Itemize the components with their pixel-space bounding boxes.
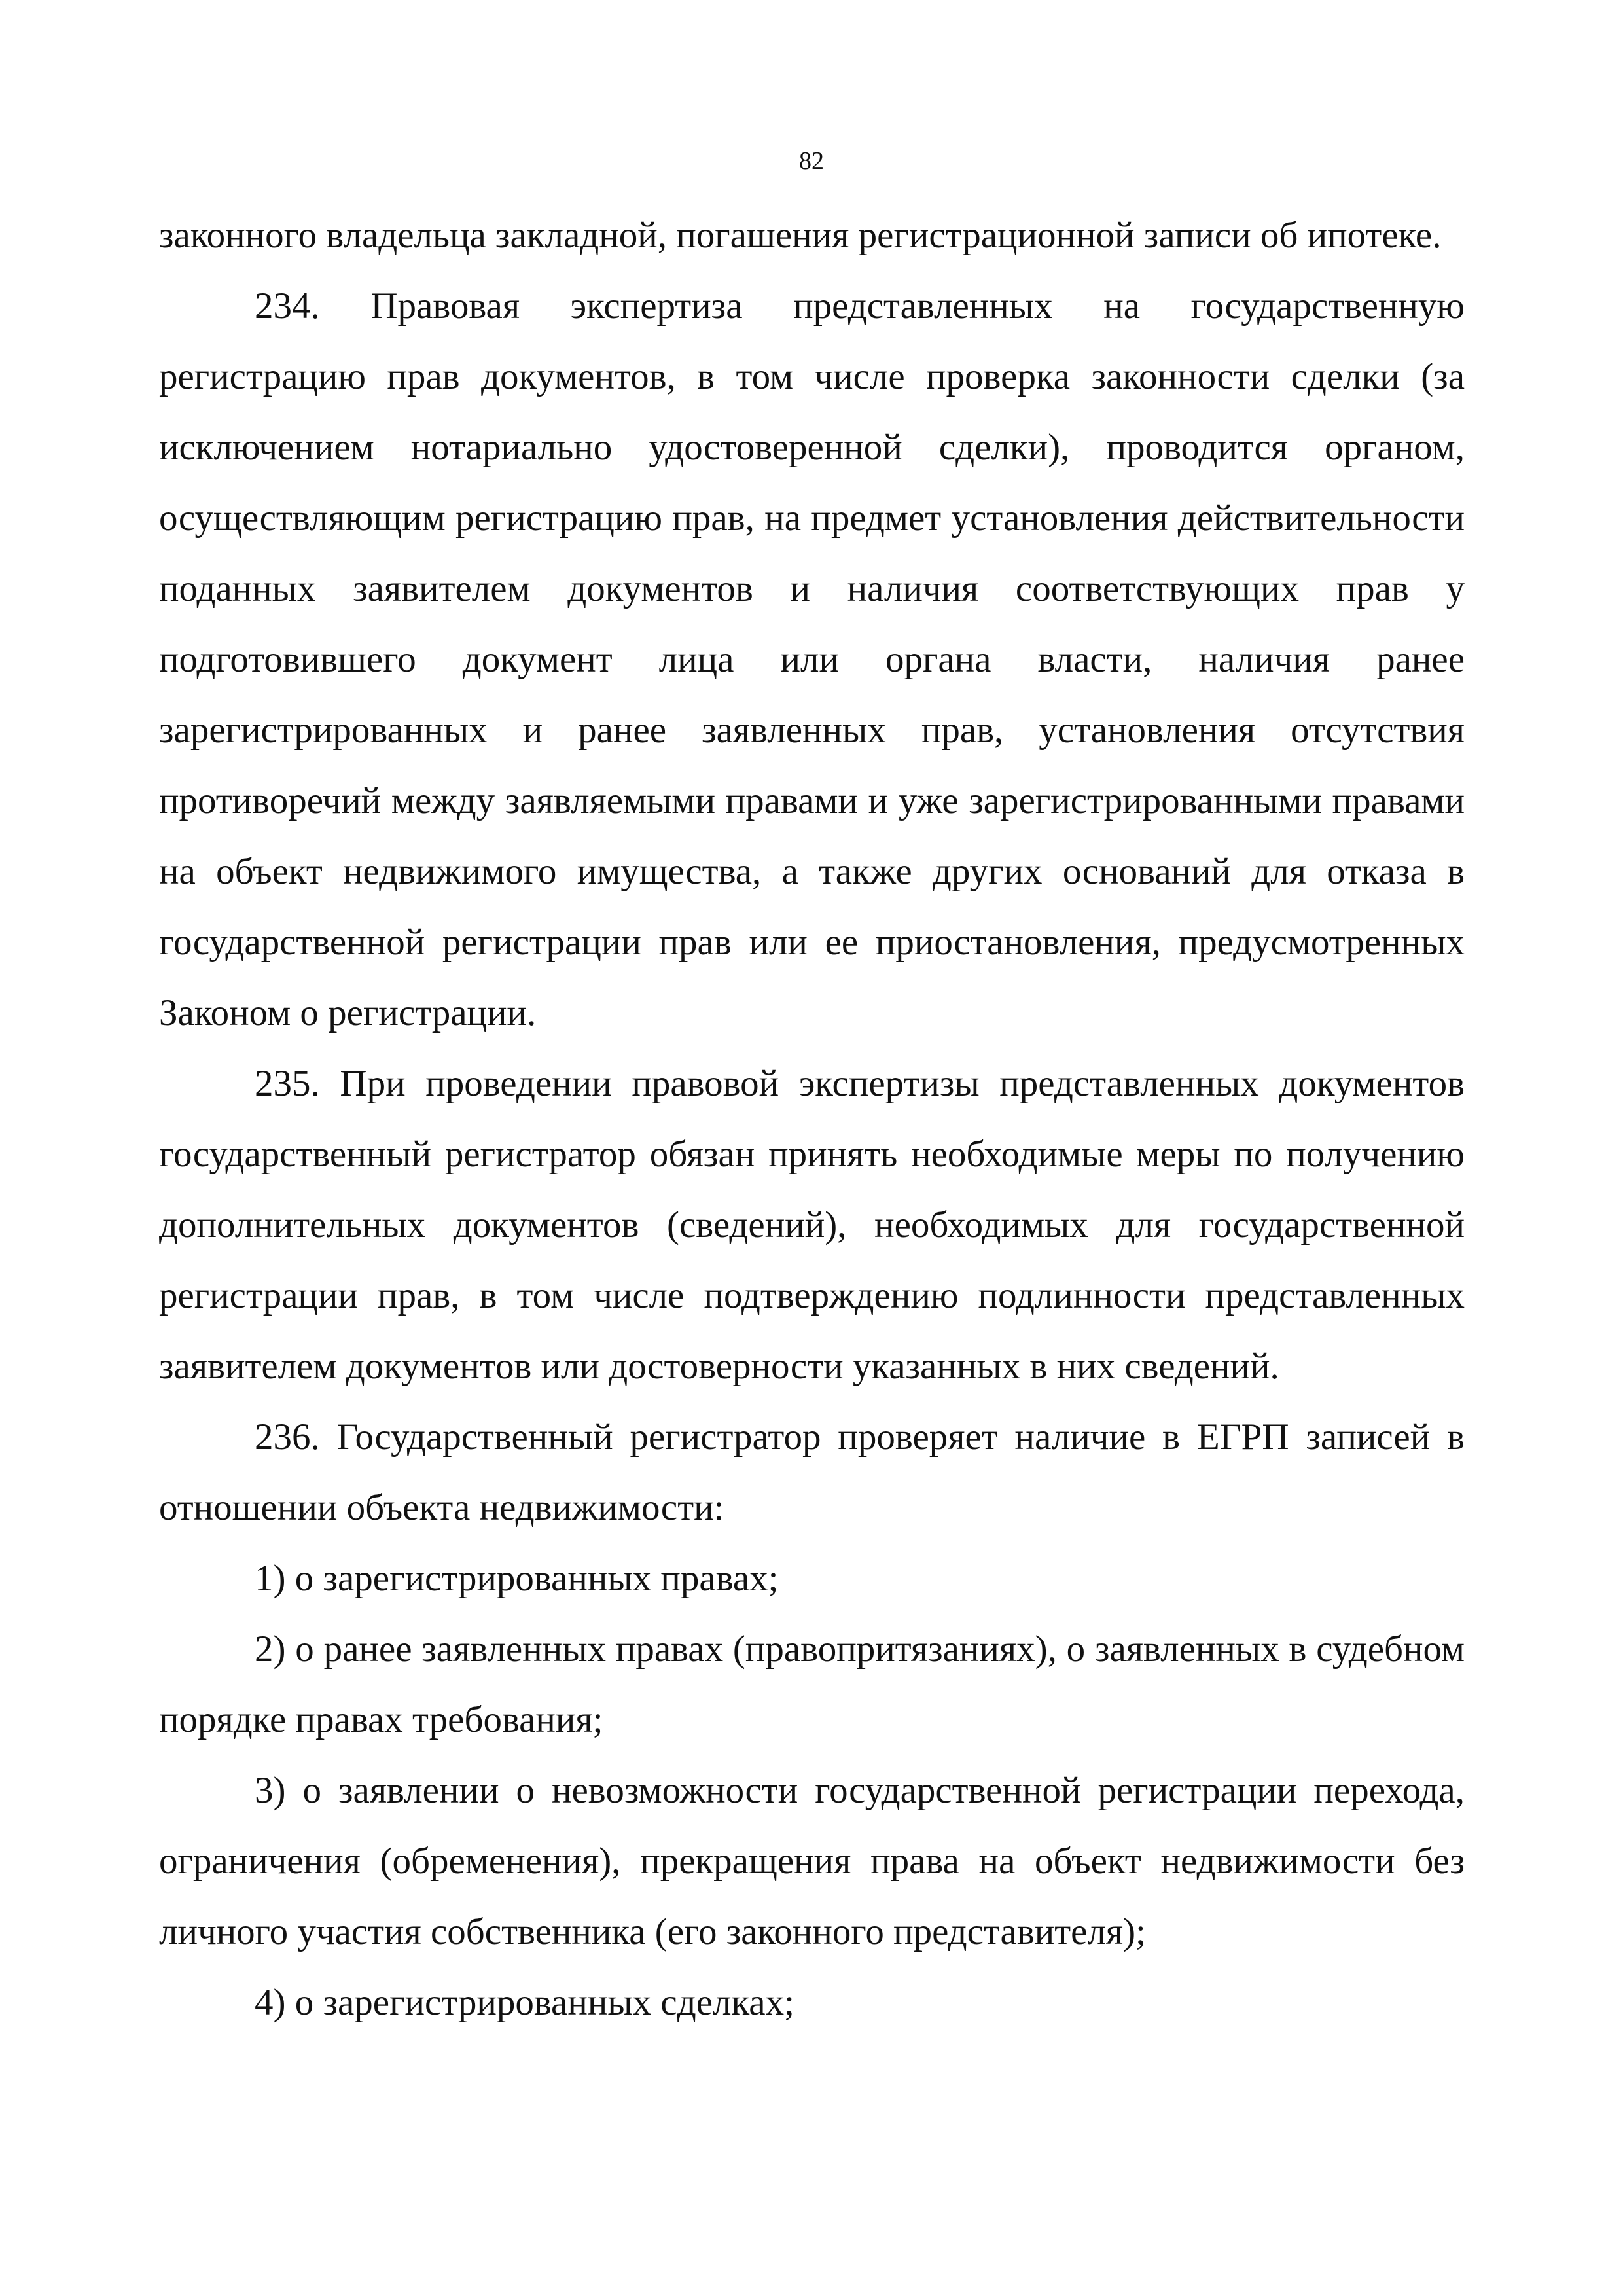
list-item-3: 3) о заявлении о невозможности государственной регистрации перехода, ограничения (обременения), прекращения права на объект недвижимости без личного участия собственника (его законного представителя); [159, 1770, 1465, 1952]
list-item-2: 2) о ранее заявленных правах (правопритязаниях), о заявленных в судебном порядке правах требования; [159, 1628, 1465, 1740]
page-number: 82 [799, 147, 824, 175]
list-item-4: 4) о зарегистрированных сделках; [255, 1982, 794, 2023]
paragraph-234: 234. Правовая экспертиза представленных на государственную регистрацию прав документов, в том числе проверка законности сделки (за исключением нотариально удостоверенной сделки), проводится органом, осуществляющим регистрацию прав, на предмет установления действительности поданных заявителем документов и наличия соответствующих прав у подготовившего документ лица или органа власти, наличия ранее зарегистрированных и ранее заявленных прав, установления отсутствия противоречий между заявляемыми правами и уже зарегистрированными правами на объект недвижимого имущества, а также других оснований для отказа в государственной регистрации прав или ее приостановления, предусмотренных Законом о регистрации. [159, 285, 1465, 1033]
list-item-1: 1) о зарегистрированных правах; [255, 1558, 779, 1599]
paragraph-235: 235. При проведении правовой экспертизы представленных документов государственный регистратор обязан принять необходимые меры по получению дополнительных документов (сведений), необходимых для государственной регистрации прав, в том числе подтверждению подлинности представленных заявителем документов или достоверности указанных в них сведений. [159, 1063, 1465, 1387]
document-body [159, 200, 1465, 2038]
paragraph-236: 236. Государственный регистратор проверяет наличие в ЕГРП записей в отношении объекта недвижимости: [159, 1416, 1465, 1528]
paragraph-continuation: законного владельца закладной, погашения регистрационной записи об ипотеке. [159, 215, 1442, 256]
